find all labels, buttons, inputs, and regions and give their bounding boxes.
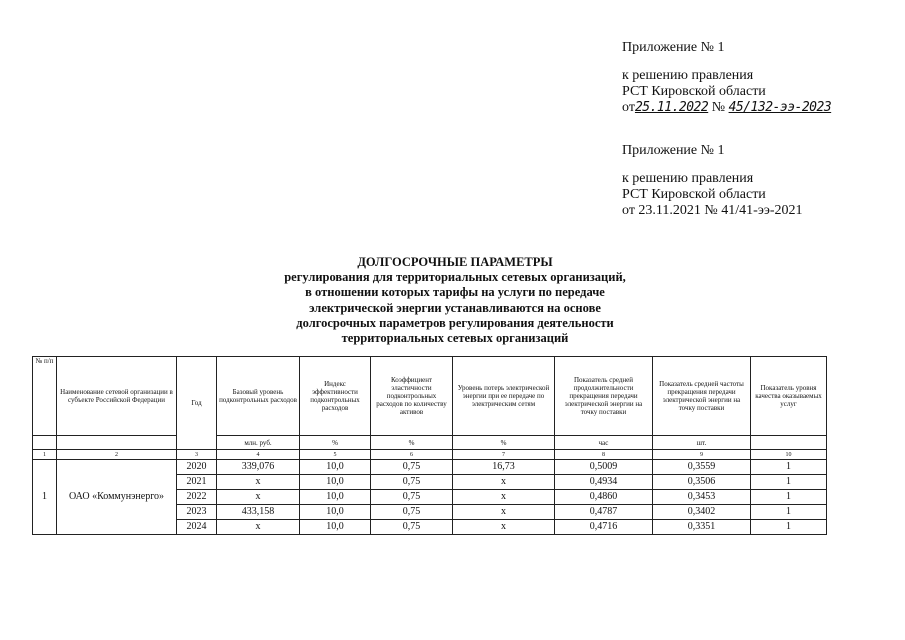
appendix-handwritten-number: 45/132-ээ-2023 — [728, 100, 832, 115]
heading-title: ДОЛГОСРОЧНЫЕ ПАРАМЕТРЫ — [357, 255, 553, 269]
cell-duration: 0,5009 — [555, 460, 653, 475]
appendix-date-number-line — [622, 100, 831, 116]
header-elasticity: Коэффициент эластичности подконтрольных расходов по количеству активов — [371, 357, 453, 436]
unit-empty — [751, 436, 827, 450]
document-heading — [210, 255, 700, 346]
column-number: 8 — [555, 450, 653, 460]
cell-year: 2023 — [177, 505, 217, 520]
cell-quality: 1 — [751, 505, 827, 520]
units-row — [33, 436, 827, 450]
heading-line: долгосрочных параметров регулирования деятельности — [296, 315, 614, 330]
cell-elasticity: 0,75 — [371, 475, 453, 490]
column-number: 2 — [57, 450, 177, 460]
parameters-table — [32, 356, 827, 535]
cell-base-level: х — [217, 475, 300, 490]
appendix-previous — [622, 143, 803, 219]
cell-year: 2020 — [177, 460, 217, 475]
header-losses: Уровень потерь электрической энергии при ее передаче по электрическим сетям — [453, 357, 555, 436]
cell-duration: 0,4860 — [555, 490, 653, 505]
cell-losses: х — [453, 520, 555, 535]
heading-line: территориальных сетевых организаций — [341, 331, 569, 346]
appendix-decision-line: к решению правления — [622, 68, 754, 83]
appendix-from-prefix: от — [622, 100, 635, 115]
cell-frequency: 0,3402 — [653, 505, 751, 520]
cell-efficiency-index: 10,0 — [300, 460, 371, 475]
cell-quality: 1 — [751, 520, 827, 535]
column-number: 3 — [177, 450, 217, 460]
cell-losses: х — [453, 505, 555, 520]
column-number: 1 — [33, 450, 57, 460]
cell-quality: 1 — [751, 490, 827, 505]
header-year: Год — [177, 357, 217, 450]
cell-frequency: 0,3506 — [653, 475, 751, 490]
unit-index: % — [300, 436, 371, 450]
cell-elasticity: 0,75 — [371, 520, 453, 535]
appendix-handwritten-date: 25.11.2022 — [634, 100, 709, 115]
column-numbers-row — [33, 450, 827, 460]
column-number: 6 — [371, 450, 453, 460]
cell-efficiency-index: 10,0 — [300, 505, 371, 520]
appendix-title: Приложение № 1 — [622, 40, 725, 55]
cell-losses: х — [453, 490, 555, 505]
heading-line: в отношении которых тарифы на услуги по передаче — [305, 285, 605, 300]
unit-empty — [57, 436, 177, 450]
appendix-current — [622, 40, 831, 116]
unit-elasticity: % — [371, 436, 453, 450]
cell-losses: х — [453, 475, 555, 490]
cell-quality: 1 — [751, 475, 827, 490]
header-duration: Показатель средней продолжительности прекращения передачи электрической энергии на точку поставки — [555, 357, 653, 436]
cell-year: 2024 — [177, 520, 217, 535]
organization-name: ОАО «Коммунэнерго» — [57, 460, 177, 535]
appendix-decision-line: к решению правления — [622, 171, 754, 186]
cell-frequency: 0,3351 — [653, 520, 751, 535]
cell-elasticity: 0,75 — [371, 460, 453, 475]
column-number: 9 — [653, 450, 751, 460]
appendix-authority-line: РСТ Кировской области — [622, 187, 766, 202]
unit-base: млн. руб. — [217, 436, 300, 450]
column-number: 5 — [300, 450, 371, 460]
header-organization: Наименование сетевой организации в субъекте Российской Федерации — [57, 357, 177, 436]
cell-efficiency-index: 10,0 — [300, 520, 371, 535]
cell-efficiency-index: 10,0 — [300, 490, 371, 505]
cell-base-level: х — [217, 490, 300, 505]
unit-losses: % — [453, 436, 555, 450]
appendix-authority-line: РСТ Кировской области — [622, 84, 766, 99]
cell-frequency: 0,3453 — [653, 490, 751, 505]
appendix-title: Приложение № 1 — [622, 143, 725, 158]
column-number: 4 — [217, 450, 300, 460]
cell-elasticity: 0,75 — [371, 490, 453, 505]
header-quality: Показатель уровня качества оказываемых услуг — [751, 357, 827, 436]
cell-year: 2021 — [177, 475, 217, 490]
column-number: 10 — [751, 450, 827, 460]
cell-efficiency-index: 10,0 — [300, 475, 371, 490]
cell-year: 2022 — [177, 490, 217, 505]
cell-frequency: 0,3559 — [653, 460, 751, 475]
cell-base-level: 339,076 — [217, 460, 300, 475]
appendix-date-number-line: от 23.11.2021 № 41/41-ээ-2021 — [622, 203, 803, 218]
column-number: 7 — [453, 450, 555, 460]
heading-line: регулирования для территориальных сетевых организаций, — [284, 270, 626, 285]
cell-elasticity: 0,75 — [371, 505, 453, 520]
cell-duration: 0,4787 — [555, 505, 653, 520]
unit-duration: час — [555, 436, 653, 450]
appendix-number-prefix: № — [711, 100, 726, 115]
unit-empty — [33, 436, 57, 450]
cell-base-level: 433,158 — [217, 505, 300, 520]
cell-duration: 0,4934 — [555, 475, 653, 490]
cell-quality: 1 — [751, 460, 827, 475]
cell-losses: 16,73 — [453, 460, 555, 475]
cell-base-level: х — [217, 520, 300, 535]
header-row — [33, 357, 827, 436]
header-efficiency-index: Индекс эффективности подконтрольных расходов — [300, 357, 371, 436]
unit-frequency: шт. — [653, 436, 751, 450]
row-number: 1 — [33, 460, 57, 535]
cell-duration: 0,4716 — [555, 520, 653, 535]
heading-line: электрической энергии устанавливаются на основе — [309, 300, 601, 315]
table-row — [33, 460, 827, 475]
header-frequency: Показатель средней частоты прекращения передачи электрической энергии на точку поставки — [653, 357, 751, 436]
header-base-level: Базовый уровень подконтрольных расходов — [217, 357, 300, 436]
header-num: № п/п — [33, 357, 57, 436]
